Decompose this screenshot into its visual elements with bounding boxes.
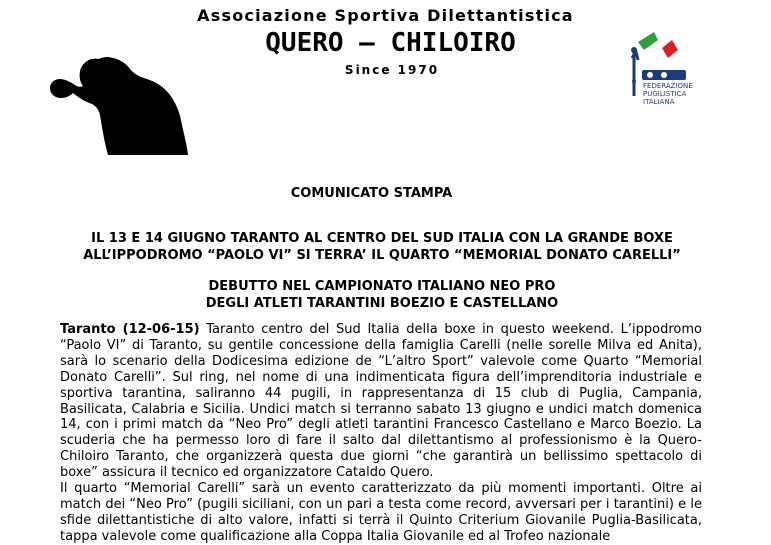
paragraph-text: Taranto centro del Sud Italia della boxe in questo weekend. L’ippodromo “Paolo VI” di Taranto, su gentile concessione della famiglia Carelli (nelle sorelle Milva ed Anita), sarà lo scenario della Dodicesima edizione de “L’altro Sport” valevole come Quarto “Memorial Donato Carelli”. Sul ring, nel nome di una indimenticata figura dell’imprenditoria industriale e sportiva tarantina, saliranno 44 pugili, in rappresentanza di 15 club di Puglia, Campania, Basilicata, Calabria e Sicilia. Undici match si terranno sabato 13 giugno e undici match domenica 14, con i primi match da “Neo Pro” degli atleti tarantini Francesco Castellano e Marco Boezio. La scuderia che ha permesso loro di fare il salto dal dilettantismo al professionismo è la Quero-Chiloiro Taranto, che organizzerà questa due giorni “che garantirà un bellissimo spettacolo di boxe” assicura il tecnico ed organizzatore Cataldo Quero. — [60, 322, 702, 481]
club-name: QUERO – CHILOIRO — [265, 28, 516, 58]
headline-line: IL 13 E 14 GIUGNO TARANTO AL CENTRO DEL SUD ITALIA CON LA GRANDE BOXE — [91, 231, 673, 246]
federation-logo — [624, 30, 694, 106]
dateline: Taranto (12-06-15) — [60, 322, 200, 337]
paragraph: Il quarto “Memorial Carelli” sarà un evento caratterizzato da più momenti importanti. Oltre ai match dei “Neo Pro” (pugili siciliani, con un pari a testa come record, avversari per i tarantini) e le sfide dilettantistiche di alto valore, infatti si terrà il Quinto Criterium Giovanile Puglia-Basilicata, tappa valevole come qualificazione alla Coppa Italia Giovanile ed al Trofeo nazionale — [60, 481, 702, 544]
headline-line: ALL’IPPODROMO “PAOLO VI” SI TERRA’ IL QUARTO “MEMORIAL DONATO CARELLI” — [83, 248, 681, 263]
federation-name: FEDERAZIONE PUGILISTICA ITALIANA — [643, 82, 693, 106]
subheadline-line: DEGLI ATLETI TARANTINI BOEZIO E CASTELLANO — [205, 296, 559, 311]
headline — [60, 230, 704, 264]
paragraph — [60, 322, 702, 481]
subheadline-line: DEBUTTO NEL CAMPIONATO ITALIANO NEO PRO — [208, 279, 556, 294]
subheadline — [60, 278, 704, 312]
article-body — [60, 322, 702, 545]
boxer-silhouette-icon — [46, 55, 196, 155]
association-name: Associazione Sportiva Dilettantistica — [197, 6, 574, 25]
press-release-title: COMUNICATO STAMPA — [290, 186, 453, 201]
founded-year: Since 1970 — [344, 63, 440, 77]
